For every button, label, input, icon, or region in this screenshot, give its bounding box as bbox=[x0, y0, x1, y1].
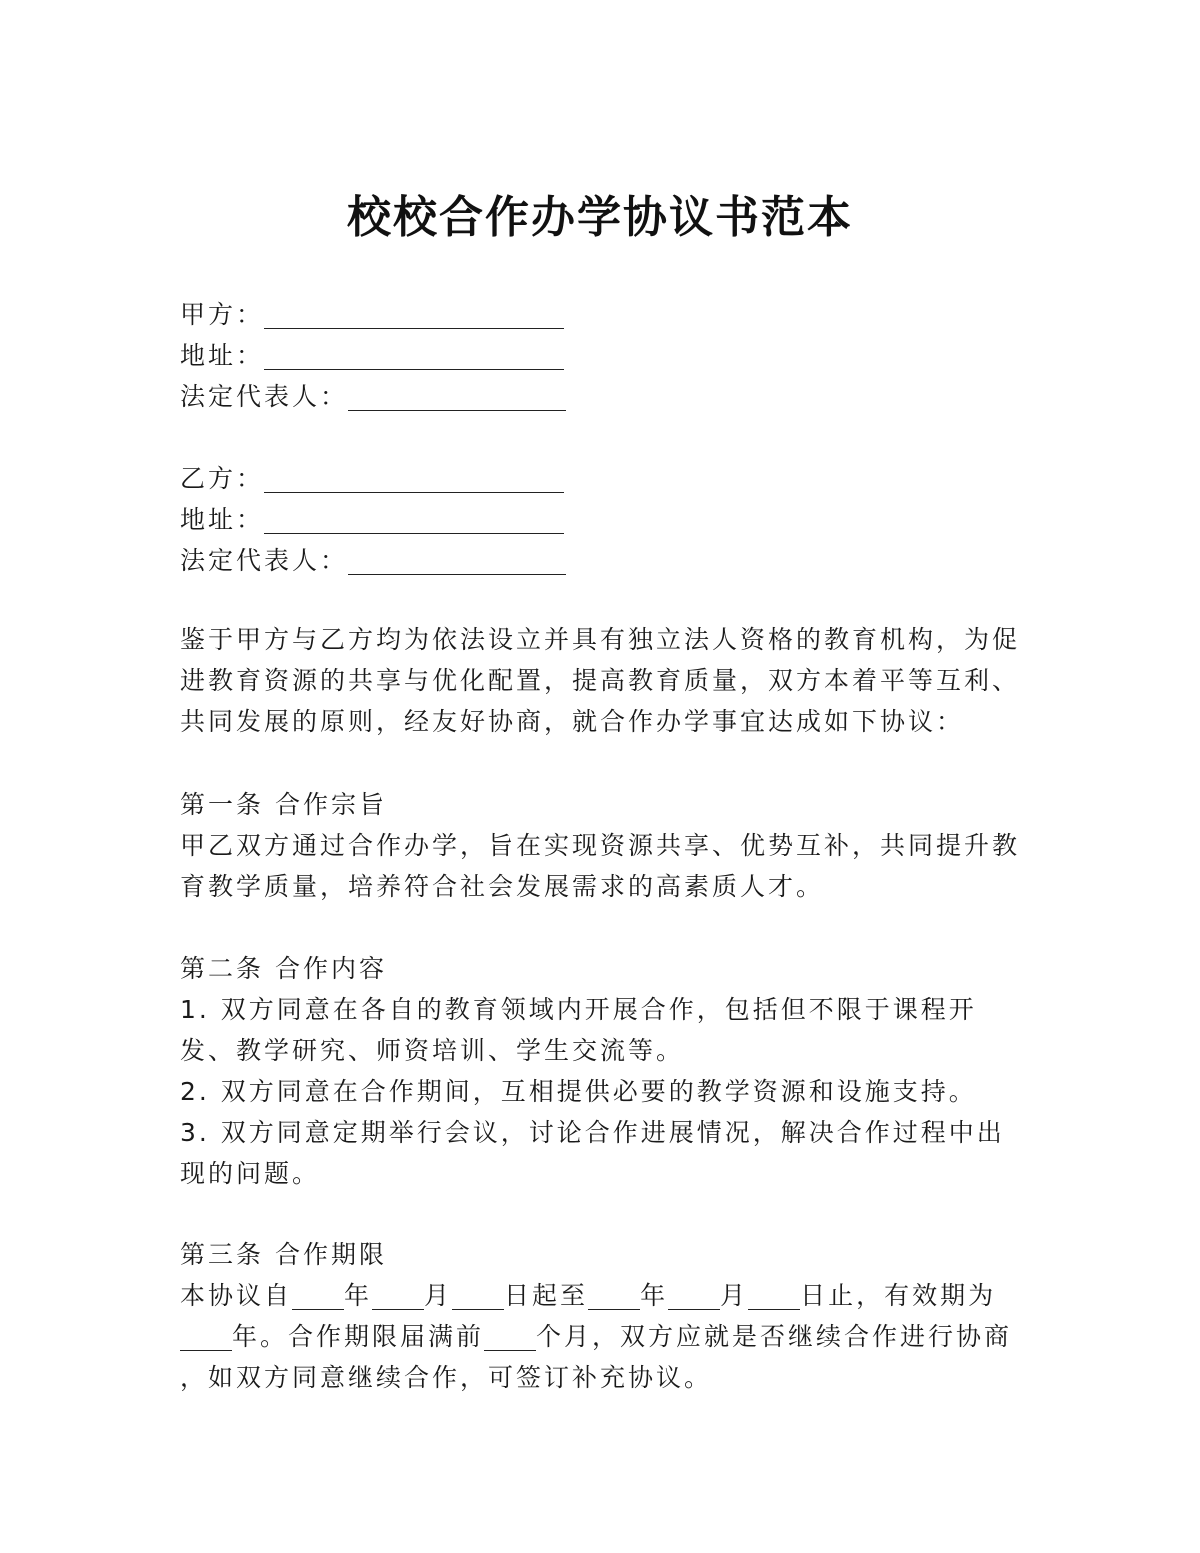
party-b-name-line bbox=[180, 458, 564, 499]
end-day-blank bbox=[748, 1281, 800, 1310]
duration-years-blank bbox=[180, 1322, 232, 1351]
party-a-address-label: 地址： bbox=[180, 341, 265, 370]
article-2-item-3: 3. 双方同意定期举行会议，讨论合作进展情况，解决合作过程中出现的问题。 bbox=[180, 1118, 1005, 1188]
party-b-address-line bbox=[180, 499, 564, 540]
article-2-heading: 第二条 合作内容 bbox=[180, 954, 387, 983]
party-a-rep-label: 法定代表人： bbox=[180, 382, 349, 411]
party-a-name-label: 甲方： bbox=[180, 300, 265, 329]
party-a-address-blank bbox=[264, 341, 564, 370]
article-3-term-line-1: 本协议自 年 月 日起至 年 月 日止，有效期为 bbox=[180, 1281, 997, 1310]
party-b-rep-line bbox=[180, 540, 566, 581]
party-b-rep-label: 法定代表人： bbox=[180, 546, 349, 575]
article-3-term-line-2: 年。合作期限届满前 个月，双方应就是否继续合作进行协商 bbox=[180, 1316, 1020, 1357]
party-a-rep-blank bbox=[348, 382, 566, 411]
party-a-address-line bbox=[180, 335, 564, 376]
article-2 bbox=[180, 948, 1020, 1194]
article-1-heading: 第一条 合作宗旨 bbox=[180, 790, 387, 819]
start-year-blank bbox=[292, 1281, 344, 1310]
party-a-name-blank bbox=[264, 300, 564, 329]
article-1-body: 甲乙双方通过合作办学，旨在实现资源共享、优势互补，共同提升教育教学质量，培养符合社会发展需求的高素质人才。 bbox=[180, 831, 1021, 901]
party-a-name-line bbox=[180, 294, 564, 335]
notice-months-blank bbox=[484, 1322, 536, 1351]
preamble-text: 鉴于甲方与乙方均为依法设立并具有独立法人资格的教育机构，为促进教育资源的共享与优化配置，提高教育质量，双方本着平等互利、共同发展的原则，经友好协商，就合作办学事宜达成如下协议： bbox=[180, 625, 1021, 736]
article-3-heading: 第三条 合作期限 bbox=[180, 1240, 387, 1269]
party-b-address-label: 地址： bbox=[180, 505, 265, 534]
party-b-rep-blank bbox=[348, 546, 566, 575]
party-b-address-blank bbox=[264, 505, 564, 534]
start-month-blank bbox=[372, 1281, 424, 1310]
end-month-blank bbox=[668, 1281, 720, 1310]
document-title: 校校合作办学协议书范本 bbox=[347, 192, 853, 243]
article-3 bbox=[180, 1234, 1020, 1398]
start-day-blank bbox=[452, 1281, 504, 1310]
party-b-name-blank bbox=[264, 464, 564, 493]
preamble-paragraph bbox=[180, 619, 1020, 742]
article-2-item-1: 1. 双方同意在各自的教育领域内开展合作，包括但不限于课程开发、教学研究、师资培训、学生交流等。 bbox=[180, 995, 977, 1065]
party-b-name-label: 乙方： bbox=[180, 464, 265, 493]
end-year-blank bbox=[588, 1281, 640, 1310]
article-2-item-2: 2. 双方同意在合作期间，互相提供必要的教学资源和设施支持。 bbox=[180, 1077, 977, 1106]
party-a-rep-line bbox=[180, 376, 566, 417]
article-1 bbox=[180, 784, 1020, 907]
article-3-term-line-3: ，如双方同意继续合作，可签订补充协议。 bbox=[180, 1363, 713, 1392]
